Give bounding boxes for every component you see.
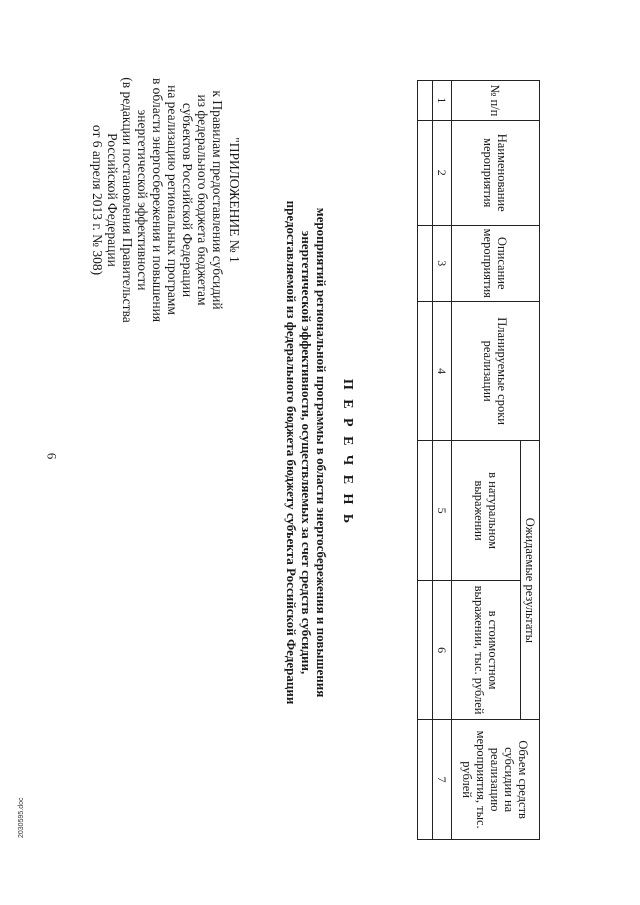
column-number: 5	[433, 441, 452, 580]
column-number: 7	[433, 720, 452, 840]
document-heading	[284, 0, 355, 905]
heading-line: предоставляемой из федерального бюджета бюджету субъекта Российской Федерации	[284, 200, 299, 705]
appendix-line: из федерального бюджета бюджетам	[195, 94, 210, 306]
column-number: 2	[433, 120, 452, 225]
header-description: Описание мероприятия	[452, 225, 540, 301]
table-container	[417, 80, 540, 840]
empty-cell	[418, 301, 433, 441]
column-number: 3	[433, 225, 452, 301]
appendix-line: субъектов Российской Федерации	[180, 102, 195, 298]
header-row	[521, 81, 540, 840]
header-terms: Планируемые сроки реализации	[452, 301, 540, 441]
empty-cell	[418, 580, 433, 719]
header-cost: в стоимостном выражении, тыс. рублей	[452, 580, 521, 719]
page-number: 6	[44, 452, 60, 460]
appendix-line: Российской Федерации	[105, 133, 120, 267]
appendix-line: (в редакции постановления Правительства	[120, 77, 135, 323]
column-number: 4	[433, 301, 452, 441]
heading-line: мероприятий региональной программы в области энергосбережения и повышения	[314, 207, 329, 698]
heading-line: энергетической эффективности, осуществляемых за счет средств субсидии,	[299, 230, 314, 675]
header-expected-results: Ожидаемые результаты	[521, 441, 540, 720]
measures-table	[417, 80, 540, 840]
header-num: № п/п	[452, 81, 540, 121]
column-number: 1	[433, 81, 452, 121]
appendix-line: к Правилам предоставления субсидий	[210, 90, 225, 310]
empty-cell	[418, 120, 433, 225]
empty-row	[418, 81, 433, 840]
empty-cell	[418, 441, 433, 580]
appendix-line: на реализацию региональных программ	[165, 85, 180, 315]
empty-cell	[418, 225, 433, 301]
header-natural: в натуральном выражении	[452, 441, 521, 580]
header-subsidy: Объем средств субсидии на реализацию мероприятия, тыс. рублей	[452, 720, 540, 840]
empty-cell	[418, 720, 433, 840]
appendix-line: энергетической эффективности	[135, 109, 150, 291]
column-number: 6	[433, 580, 452, 719]
appendix-title: "ПРИЛОЖЕНИЕ № 1	[227, 137, 242, 263]
column-number-row	[433, 81, 452, 840]
appendix-block	[90, 70, 242, 330]
appendix-line: от 6 апреля 2013 г. № 308)	[90, 124, 105, 276]
appendix-line: в области энергосбережения и повышения	[150, 77, 165, 323]
file-name: 2030595.doc	[18, 797, 25, 838]
empty-cell	[418, 81, 433, 121]
header-name: Наименование мероприятия	[452, 120, 540, 225]
heading-title: П Е Р Е Ч Е Н Ь	[340, 378, 355, 527]
